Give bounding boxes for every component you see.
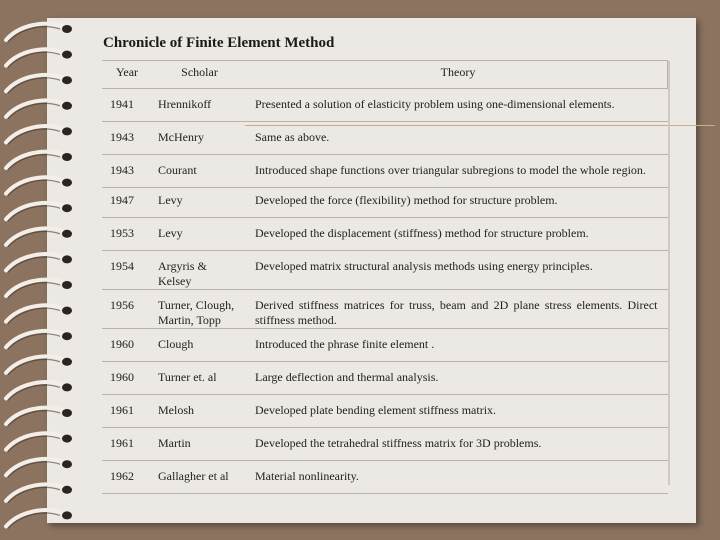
cell-year: 1947 (102, 188, 150, 218)
binding-ring (6, 75, 62, 91)
binding-hole (62, 76, 72, 84)
binding-ring-shadow (8, 513, 60, 528)
binding-ring (6, 152, 62, 168)
cell-theory: Material nonlinearity. (247, 461, 668, 494)
cell-year: 1943 (102, 155, 150, 188)
binding-ring (6, 280, 62, 296)
binding-ring (6, 49, 62, 65)
table-row (102, 461, 668, 494)
binding-ring-shadow (8, 334, 60, 349)
table-row (102, 362, 668, 395)
table-row (102, 188, 668, 218)
binding-ring-shadow (8, 283, 60, 298)
cell-theory: Introduced the phrase finite element . (247, 329, 668, 362)
binding-ring-shadow (8, 487, 60, 502)
binding-hole (62, 179, 72, 187)
cell-scholar: Clough (150, 329, 247, 362)
binding-ring-shadow (8, 155, 60, 170)
cell-theory: Introduced shape functions over triangular subregions to model the whole region. (247, 155, 668, 188)
binding-hole (62, 127, 72, 135)
binding-ring-shadow (8, 78, 60, 93)
binding-ring (6, 510, 62, 526)
binding-ring (6, 459, 62, 475)
binding-ring-shadow (8, 27, 60, 42)
binding-ring-shadow (8, 206, 60, 221)
cell-year: 1956 (102, 290, 150, 329)
binding-hole (62, 153, 72, 161)
table-row (102, 155, 668, 188)
cell-scholar: Melosh (150, 395, 247, 428)
cell-scholar: Gallagher et al (150, 461, 247, 494)
cell-year: 1954 (102, 251, 150, 290)
binding-ring (6, 254, 62, 270)
header-scholar: Scholar (150, 61, 247, 89)
table-row (102, 122, 668, 155)
binding-ring-shadow (8, 436, 60, 451)
binding-ring (6, 24, 62, 40)
cell-year: 1941 (102, 89, 150, 122)
cell-scholar: Argyris & Kelsey (150, 251, 247, 290)
binding-ring (6, 126, 62, 142)
binding-hole (62, 511, 72, 519)
binding-hole (62, 358, 72, 366)
table-row (102, 329, 668, 362)
cell-scholar: McHenry (150, 122, 247, 155)
cell-scholar: Turner et. al (150, 362, 247, 395)
binding-ring (6, 484, 62, 500)
cell-scholar: Levy (150, 188, 247, 218)
cell-year: 1962 (102, 461, 150, 494)
cell-scholar: Courant (150, 155, 247, 188)
binding-hole (62, 102, 72, 110)
cell-theory: Presented a solution of elasticity problem using one-dimensional elements. (247, 89, 668, 122)
table-header-row (102, 61, 668, 89)
binding-hole (62, 255, 72, 263)
cell-year: 1960 (102, 329, 150, 362)
table-row (102, 251, 668, 290)
chronicle-table (102, 60, 668, 494)
binding-hole (62, 409, 72, 417)
cell-scholar: Turner, Clough, Martin, Topp (150, 290, 247, 329)
cell-scholar: Levy (150, 218, 247, 251)
cell-theory: Developed the tetrahedral stiffness matrix for 3D problems. (247, 428, 668, 461)
binding-ring-shadow (8, 103, 60, 118)
cell-theory: Developed the displacement (stiffness) method for structure problem. (247, 218, 668, 251)
binding-ring-shadow (8, 129, 60, 144)
table-row (102, 89, 668, 122)
binding-ring (6, 433, 62, 449)
cell-year: 1961 (102, 395, 150, 428)
cell-year: 1943 (102, 122, 150, 155)
binding-ring (6, 356, 62, 372)
binding-ring-shadow (8, 308, 60, 323)
cell-theory: Developed matrix structural analysis methods using energy principles. (247, 251, 668, 290)
binding-ring (6, 331, 62, 347)
cell-theory: Large deflection and thermal analysis. (247, 362, 668, 395)
cell-theory: Same as above. (247, 122, 668, 155)
binding-ring-shadow (8, 52, 60, 67)
binding-ring (6, 203, 62, 219)
binding-hole (62, 281, 72, 289)
binding-ring (6, 100, 62, 116)
table-row (102, 395, 668, 428)
cell-year: 1960 (102, 362, 150, 395)
binding-hole (62, 332, 72, 340)
binding-ring-shadow (8, 359, 60, 374)
binding-hole (62, 204, 72, 212)
binding-hole (62, 230, 72, 238)
cell-theory: Derived stiffness matrices for truss, beam and 2D plane stress elements. Direct stiffness method. (247, 290, 668, 329)
binding-ring (6, 177, 62, 193)
cell-theory: Developed plate bending element stiffness matrix. (247, 395, 668, 428)
spiral-binding (0, 0, 80, 540)
cell-theory: Developed the force (flexibility) method for structure problem. (247, 188, 668, 218)
cell-scholar: Hrennikoff (150, 89, 247, 122)
binding-hole (62, 383, 72, 391)
cell-year: 1961 (102, 428, 150, 461)
cell-scholar: Martin (150, 428, 247, 461)
binding-hole (62, 25, 72, 33)
binding-ring (6, 382, 62, 398)
table-row (102, 290, 668, 329)
binding-hole (62, 486, 72, 494)
binding-ring-shadow (8, 411, 60, 426)
binding-ring (6, 228, 62, 244)
header-year: Year (102, 61, 150, 89)
binding-hole (62, 435, 72, 443)
header-theory: Theory (247, 61, 668, 89)
binding-hole (62, 460, 72, 468)
binding-ring-shadow (8, 180, 60, 195)
binding-ring-shadow (8, 462, 60, 477)
binding-ring-shadow (8, 231, 60, 246)
binding-ring-shadow (8, 385, 60, 400)
binding-ring (6, 305, 62, 321)
table-shadow (668, 61, 670, 485)
binding-hole (62, 51, 72, 59)
binding-ring-shadow (8, 257, 60, 272)
table-row (102, 428, 668, 461)
binding-ring (6, 408, 62, 424)
table-row (102, 218, 668, 251)
binding-hole (62, 307, 72, 315)
slide-title: Chronicle of Finite Element Method (103, 35, 335, 51)
cell-year: 1953 (102, 218, 150, 251)
